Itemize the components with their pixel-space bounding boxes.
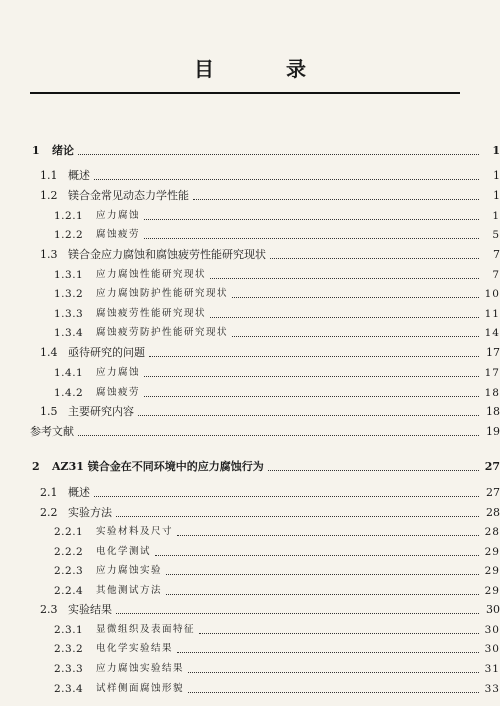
- toc-entry-number: 1.5: [40, 405, 58, 418]
- dot-leader: [166, 574, 479, 575]
- toc-entry: [0, 676, 500, 696]
- dot-leader: [232, 336, 479, 337]
- toc-entry-title: 实验材料及尺寸: [96, 526, 174, 537]
- dot-leader: [188, 672, 479, 673]
- toc-entry-number: 2.1: [40, 486, 58, 499]
- toc-entry-title: 概述: [68, 486, 90, 499]
- toc-entry-title: 应力腐蚀实验: [96, 565, 163, 576]
- toc-entry: [0, 636, 500, 656]
- toc-entry: [0, 320, 500, 340]
- toc-entry-number: 1.2: [40, 189, 58, 202]
- toc-entry: [0, 617, 500, 637]
- dot-leader: [177, 535, 479, 536]
- toc-entry-title: 电化学测试: [96, 546, 152, 557]
- dot-leader: [116, 516, 479, 517]
- toc-entry-title: 腐蚀疲劳: [96, 229, 141, 240]
- dot-leader: [116, 613, 479, 614]
- toc-entry: [0, 519, 500, 539]
- toc-entry-number: 1.4: [40, 346, 58, 359]
- toc-entry-number: 1.3.1: [54, 269, 84, 281]
- toc-entry-number: 2.3: [40, 603, 58, 616]
- dot-leader: [232, 297, 479, 298]
- toc-entry-page: 28: [486, 506, 500, 519]
- toc-entry-number: 1.3.3: [54, 308, 84, 320]
- toc-entry-title: 镁合金常见动态力学性能: [68, 189, 189, 202]
- toc-entry-title: 参考文献: [30, 425, 74, 438]
- toc-entry-page: 11: [484, 308, 500, 320]
- toc-entry-page: 29: [484, 546, 500, 558]
- toc-entry-number: 1.2.1: [54, 210, 84, 222]
- dot-leader: [149, 356, 479, 357]
- toc-entry: [0, 242, 500, 262]
- toc-entry: [0, 578, 500, 598]
- toc-entry: [0, 340, 500, 360]
- toc-entry-title: 试样侧面腐蚀形貌: [96, 683, 185, 694]
- toc-entry-page: 17: [486, 346, 500, 359]
- toc-entry: [0, 262, 500, 282]
- toc-entry-number: 2.2.4: [54, 585, 84, 597]
- toc-entry-number: 1.3.2: [54, 288, 84, 300]
- toc-entry-page: 7: [493, 248, 500, 261]
- toc-entry-number: 2.2: [40, 506, 58, 519]
- toc-entry-title: 亟待研究的问题: [68, 346, 145, 359]
- toc-entry-page: 1: [492, 210, 500, 222]
- toc-entry-number: 2.3.4: [54, 683, 84, 695]
- toc-entry-page: 14: [484, 327, 500, 339]
- dot-leader: [144, 238, 479, 239]
- toc-entry-title: 绪论: [52, 144, 74, 157]
- toc-entry: [0, 281, 500, 301]
- dot-leader: [166, 594, 479, 595]
- dot-leader: [138, 415, 479, 416]
- toc-entry-title: 实验结果: [68, 603, 112, 616]
- toc-entry-title: 主要研究内容: [68, 405, 134, 418]
- toc-entry: [0, 183, 500, 203]
- toc-entry-title: AZ31 镁合金在不同环境中的应力腐蚀行为: [52, 460, 264, 473]
- toc-entry-number: 1.1: [40, 169, 58, 182]
- toc-entry-page: 7: [492, 269, 500, 281]
- dot-leader: [199, 633, 479, 634]
- toc-entry-title: 应力腐蚀实验结果: [96, 663, 185, 674]
- toc-entry-title: 应力腐蚀防护性能研究现状: [96, 288, 229, 299]
- toc-entry: [0, 222, 500, 242]
- toc-entry-page: 30: [484, 643, 500, 655]
- toc-entry-title: 电化学实验结果: [96, 643, 174, 654]
- toc-entry-page: 30: [486, 603, 500, 616]
- toc-entry-title: 其他测试方法: [96, 585, 163, 596]
- toc-entry: [0, 480, 500, 500]
- toc-entry-number: 2.2.3: [54, 565, 84, 577]
- dot-leader: [193, 199, 479, 200]
- toc-entry-title: 应力腐蚀: [96, 210, 141, 221]
- dot-leader: [144, 396, 479, 397]
- toc-entry: [0, 500, 500, 520]
- toc-entry-page: 1: [492, 144, 500, 157]
- dot-leader: [155, 555, 479, 556]
- toc-entry-page: 31: [484, 663, 500, 675]
- toc-entry-number: 1.4.1: [54, 367, 84, 379]
- dot-leader: [94, 179, 479, 180]
- toc-entry-title: 腐蚀疲劳性能研究现状: [96, 308, 207, 319]
- dot-leader: [268, 470, 479, 471]
- toc-entry-number: 1.3.4: [54, 327, 84, 339]
- toc-entry-page: 27: [484, 460, 500, 473]
- toc-entry-number: 1: [32, 144, 40, 157]
- toc-entry-number: 1.4.2: [54, 387, 84, 399]
- toc-entry: [0, 454, 500, 474]
- toc-entry-page: 18: [484, 387, 500, 399]
- toc-entry: [0, 301, 500, 321]
- toc-entry: [0, 138, 500, 158]
- toc-entry-page: 19: [486, 425, 500, 438]
- toc-entry-page: 17: [484, 367, 500, 379]
- toc-entry-title: 腐蚀疲劳防护性能研究现状: [96, 327, 229, 338]
- toc-entry-page: 29: [484, 585, 500, 597]
- dot-leader: [78, 154, 479, 155]
- toc-entry-title: 应力腐蚀: [96, 367, 141, 378]
- toc-entry: [0, 558, 500, 578]
- dot-leader: [210, 278, 479, 279]
- toc-entry: [0, 360, 500, 380]
- toc-entry-number: 2.3.1: [54, 624, 84, 636]
- toc-entry-page: 30: [484, 624, 500, 636]
- toc-entry-page: 18: [486, 405, 500, 418]
- toc-entry: [0, 597, 500, 617]
- toc-entry-title: 显微组织及表面特征: [96, 624, 196, 635]
- toc-entry-page: 33: [484, 683, 500, 695]
- page-title: 目 录: [194, 57, 332, 81]
- toc-entry-page: 5: [492, 229, 500, 241]
- dot-leader: [144, 376, 479, 377]
- dot-leader: [270, 258, 479, 259]
- toc-entry-number: 2.3.2: [54, 643, 84, 655]
- toc-entry-title: 腐蚀疲劳: [96, 387, 141, 398]
- toc-entry-number: 2: [32, 460, 40, 473]
- toc-entry-number: 1.2.2: [54, 229, 84, 241]
- toc-entry: [0, 163, 500, 183]
- toc-entry: [0, 380, 500, 400]
- toc-entry-number: 1.3: [40, 248, 58, 261]
- dot-leader: [210, 317, 479, 318]
- dot-leader: [94, 496, 479, 497]
- dot-leader: [177, 652, 479, 653]
- toc-entry-title: 镁合金应力腐蚀和腐蚀疲劳性能研究现状: [68, 248, 266, 261]
- toc-entry-page: 1: [493, 189, 500, 202]
- toc-entry: [0, 656, 500, 676]
- toc-entry: [0, 399, 500, 419]
- toc-entry-number: 2.2.1: [54, 526, 84, 538]
- toc-entry-page: 27: [486, 486, 500, 499]
- toc-entry-page: 28: [484, 526, 500, 538]
- toc-entry-title: 概述: [68, 169, 90, 182]
- dot-leader: [78, 435, 479, 436]
- dot-leader: [144, 219, 479, 220]
- toc-entry-page: 29: [484, 565, 500, 577]
- toc-entry-number: 2.3.3: [54, 663, 84, 675]
- toc-entry-title: 应力腐蚀性能研究现状: [96, 269, 207, 280]
- toc-entry: [0, 539, 500, 559]
- toc-entry-references: [0, 419, 500, 439]
- toc-entry-number: 2.2.2: [54, 546, 84, 558]
- toc-entry-page: 10: [484, 288, 500, 300]
- toc-entry-title: 实验方法: [68, 506, 112, 519]
- toc-entry-page: 1: [493, 169, 500, 182]
- toc-entry: [0, 203, 500, 223]
- dot-leader: [188, 692, 479, 693]
